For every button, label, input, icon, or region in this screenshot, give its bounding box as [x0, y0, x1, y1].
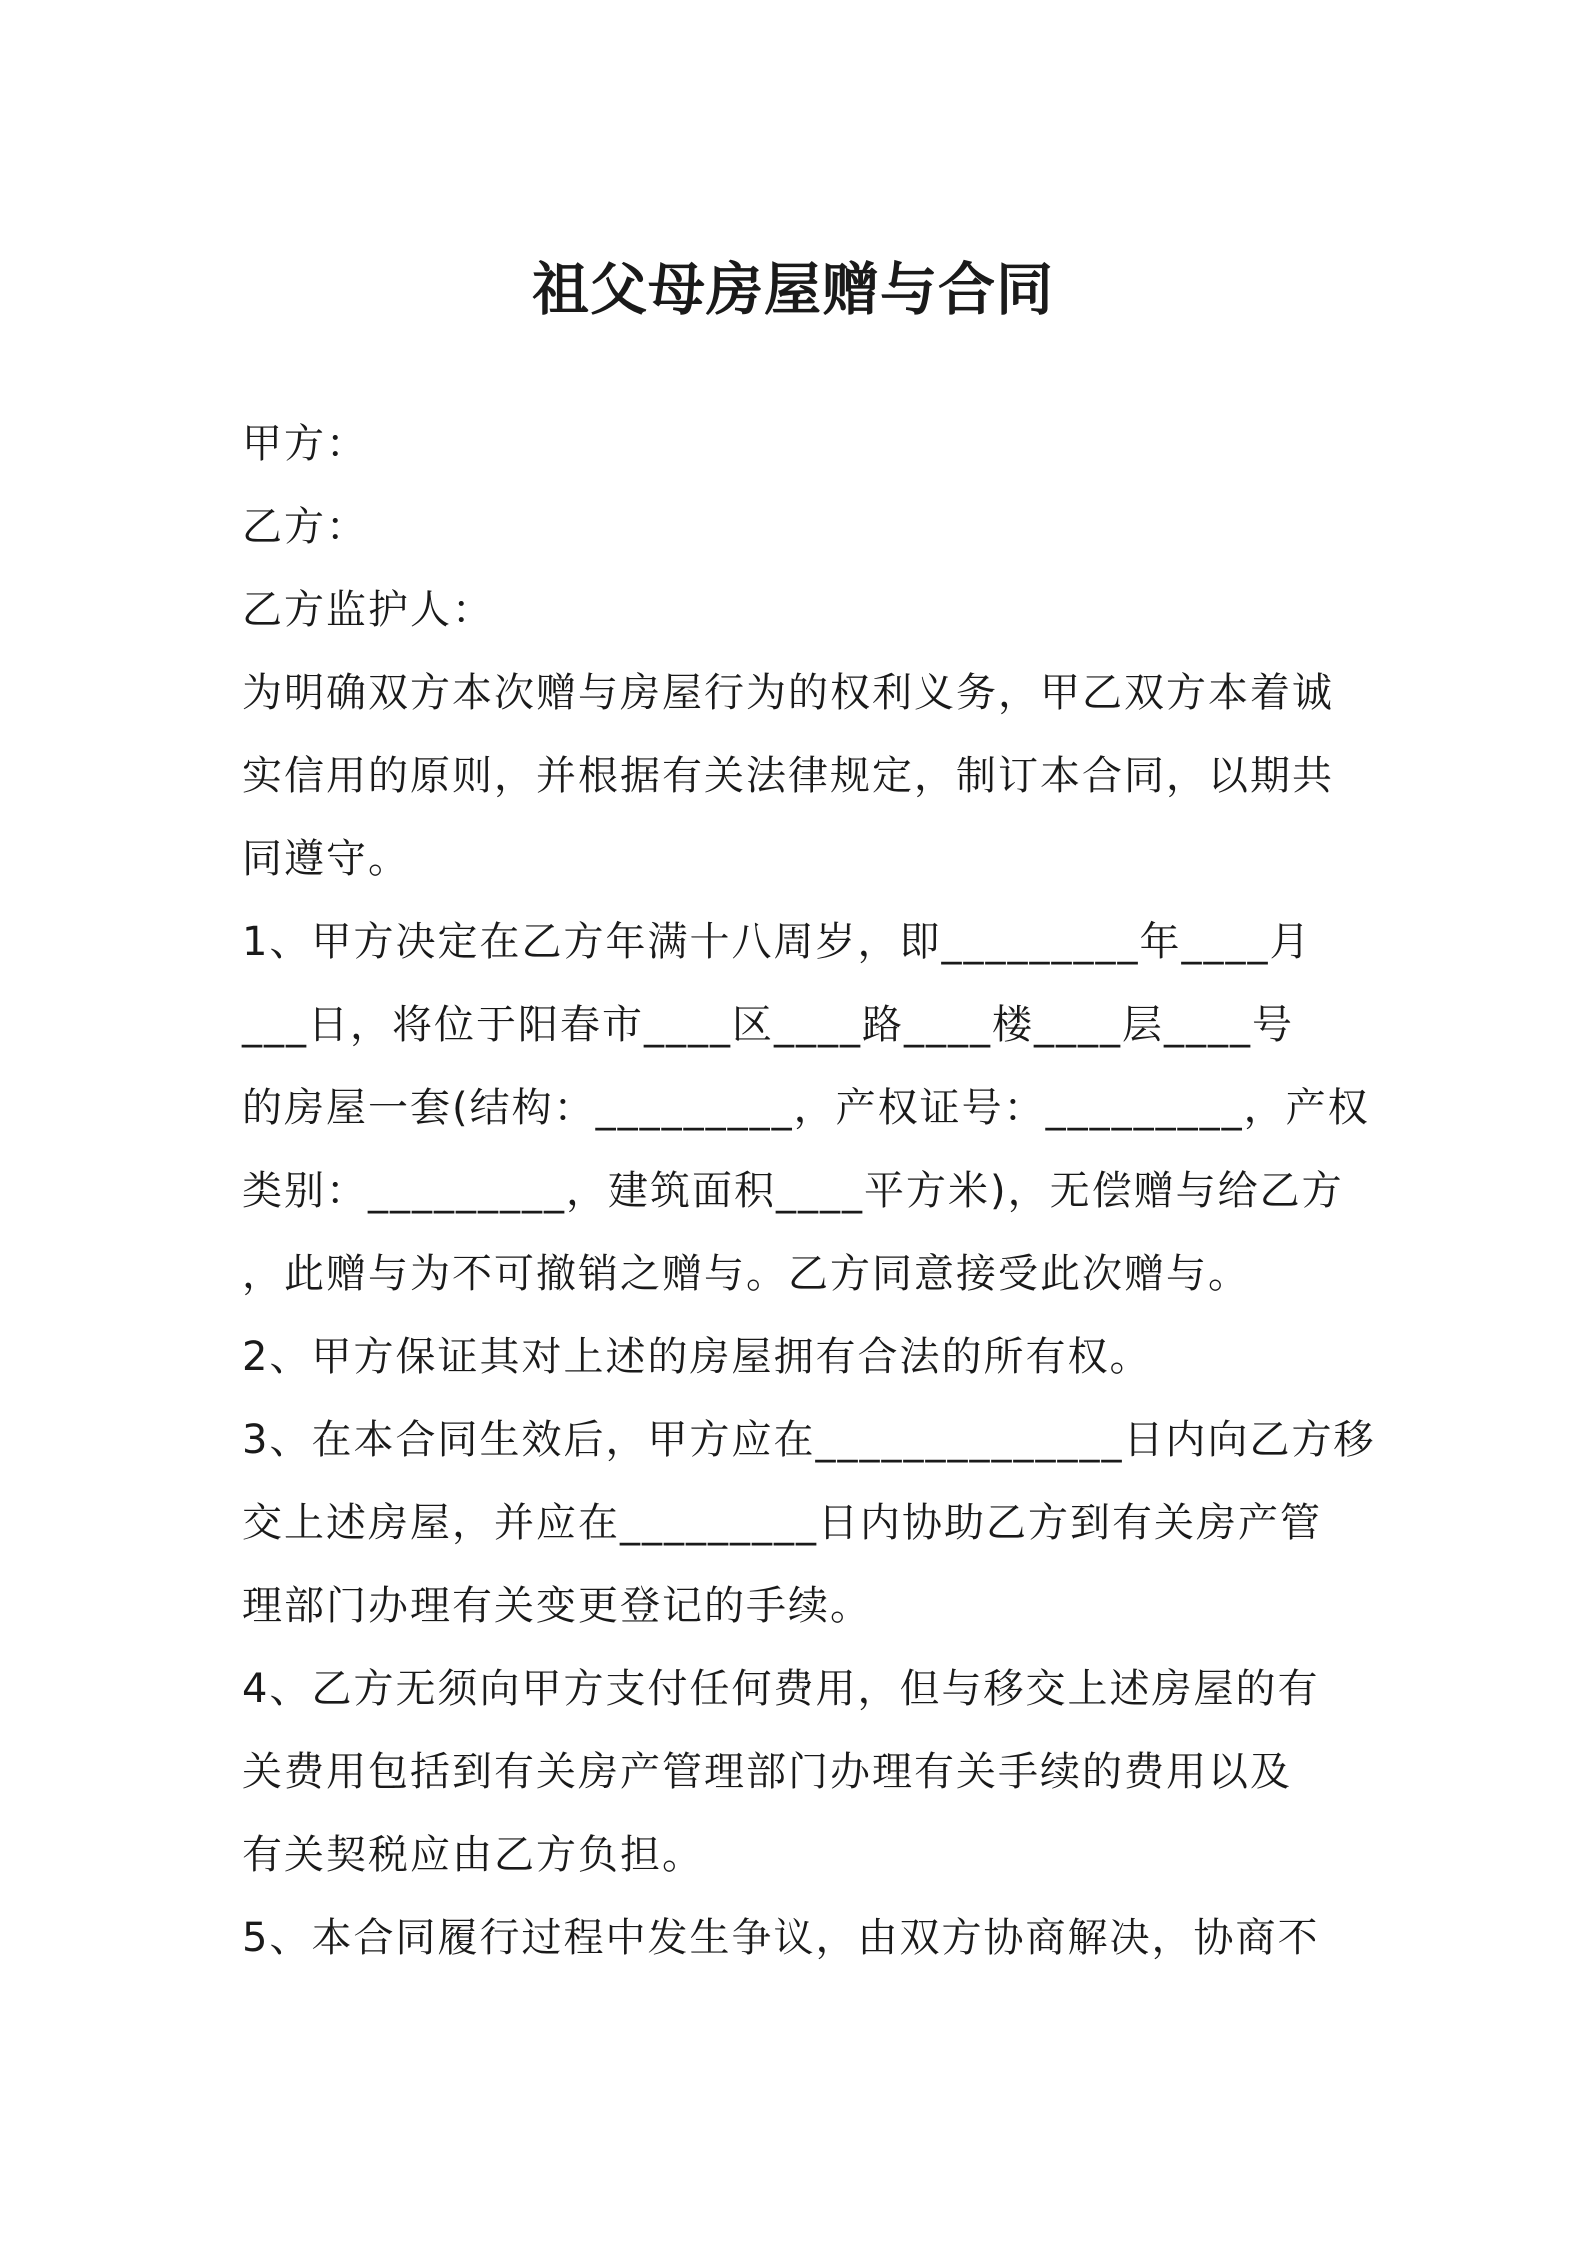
preamble-line-2: 实信用的原则，并根据有关法律规定，制订本合同，以期共: [242, 753, 1334, 799]
clause-1-line-2: ___日，将位于阳春市____区____路____楼____层____号: [242, 1002, 1294, 1048]
clause-1-line-4: 类别：_________，建筑面积____平方米)，无偿赠与给乙方: [242, 1168, 1344, 1214]
clause-2-line-1: 2、甲方保证其对上述的房屋拥有合法的所有权。: [242, 1334, 1152, 1380]
preamble-line-3: 同遵守。: [242, 836, 410, 882]
clause-1-line-3: 的房屋一套(结构：_________，产权证号：_________，产权: [242, 1085, 1370, 1131]
clause-4-line-2: 关费用包括到有关房产管理部门办理有关手续的费用以及: [242, 1749, 1292, 1795]
preamble-line-1: 为明确双方本次赠与房屋行为的权利义务，甲乙双方本着诚: [242, 670, 1334, 716]
document-title: 祖父母房屋赠与合同: [532, 257, 1054, 323]
clause-4-line-1: 4、乙方无须向甲方支付任何费用，但与移交上述房屋的有: [242, 1666, 1320, 1712]
party-b-line: 乙方：: [242, 504, 368, 550]
party-b-guardian-line: 乙方监护人：: [242, 587, 494, 633]
clause-3-line-2: 交上述房屋，并应在_________日内协助乙方到有关房产管: [242, 1500, 1322, 1546]
clause-5-line-1: 5、本合同履行过程中发生争议，由双方协商解决，协商不: [242, 1915, 1320, 1961]
clause-3-line-3: 理部门办理有关变更登记的手续。: [242, 1583, 872, 1629]
clause-4-line-3: 有关契税应由乙方负担。: [242, 1832, 704, 1878]
party-a-line: 甲方：: [242, 421, 368, 467]
clause-1-line-1: 1、甲方决定在乙方年满十八周岁，即_________年____月: [242, 919, 1312, 965]
clause-3-line-1: 3、在本合同生效后，甲方应在______________日内向乙方移: [242, 1417, 1376, 1463]
clause-1-line-5: ，此赠与为不可撤销之赠与。乙方同意接受此次赠与。: [242, 1251, 1250, 1297]
